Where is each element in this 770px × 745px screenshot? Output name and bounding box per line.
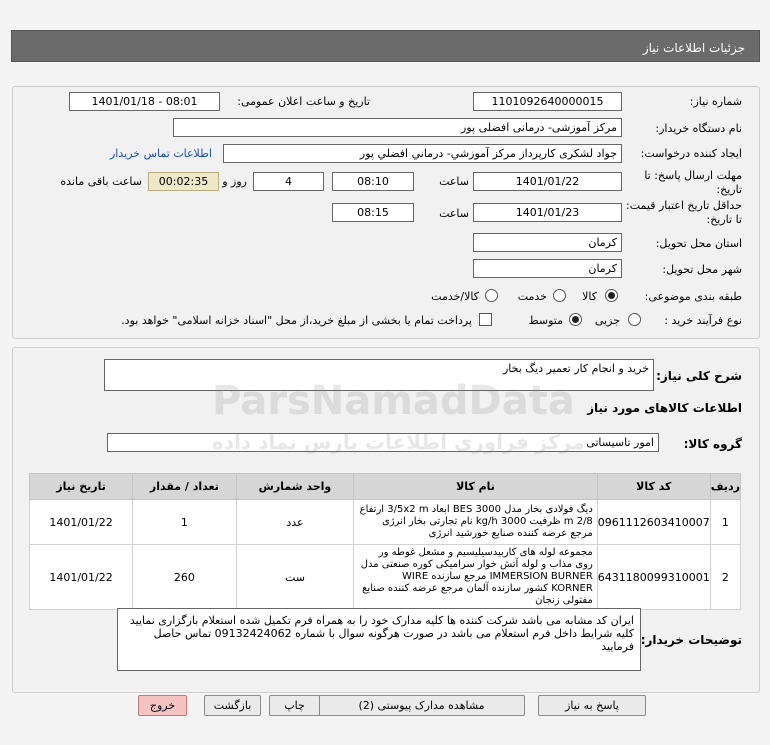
- province-label: استان محل تحویل:: [655, 237, 742, 250]
- reply-button[interactable]: پاسخ به نیاز: [538, 695, 646, 716]
- col-header-unit: واحد شمارش: [236, 474, 354, 500]
- remaining-time: 00:02:35: [148, 172, 219, 191]
- days-label: روز و: [222, 175, 247, 188]
- treasury-checkbox[interactable]: [479, 313, 492, 326]
- col-header-row: ردیف: [710, 474, 740, 500]
- buyer-org-field: مرکز آموزشی- درمانی افضلی پور: [173, 118, 622, 137]
- col-header-code: کد کالا: [597, 474, 710, 500]
- cell-unit: عدد: [236, 500, 354, 545]
- deadline-time-label: ساعت: [439, 175, 469, 188]
- buyer-org-label: نام دستگاه خریدار:: [655, 122, 742, 135]
- need-number-label: شماره نیاز:: [689, 95, 742, 108]
- col-header-date: تاریخ نیاز: [30, 474, 133, 500]
- payment-note: پرداخت تمام یا بخشی از مبلغ خرید،از محل "اسناد خزانه اسلامی" خواهد بود.: [121, 314, 472, 327]
- process-radio-minor[interactable]: [628, 313, 641, 326]
- buyer-notes-field: ایران کد مشابه می باشد شرکت کننده ها کلیه مدارک خود را به همراه فرم تکمیل شده استعلام بارگزاری نمایید کلیه شرایط داخل فرم استعلام می باشد در صورت هرگونه سوال با شماره 09132424062 تماس حاصل فرمایید: [117, 608, 641, 671]
- deadline-time-field: 08:10: [332, 172, 414, 191]
- process-option-minor: جزیی: [594, 314, 620, 327]
- need-number-field: 1101092640000015: [473, 92, 622, 111]
- process-option-medium: متوسط: [528, 314, 563, 327]
- col-header-qty: تعداد / مقدار: [133, 474, 237, 500]
- back-button[interactable]: بازگشت: [204, 695, 261, 716]
- buyer-notes-label: توضیحات خریدار:: [640, 633, 742, 647]
- cell-row: 2: [710, 545, 740, 610]
- table-row: [30, 500, 741, 545]
- print-button[interactable]: چاپ: [269, 695, 320, 716]
- validity-time-field: 08:15: [332, 203, 414, 222]
- category-option-both: کالا/خدمت: [431, 290, 479, 303]
- cell-unit: ست: [236, 545, 354, 610]
- deadline-date-field: 1401/01/22: [473, 172, 622, 191]
- cell-date: 1401/01/22: [30, 500, 133, 545]
- col-header-name: نام کالا: [354, 474, 598, 500]
- goods-group-label: گروه کالا:: [683, 437, 742, 451]
- buyer-contact-link[interactable]: اطلاعات تماس خریدار: [110, 147, 212, 160]
- validity-label: حداقل تاریخ اعتبار قیمت: تا تاریخ:: [626, 199, 742, 226]
- goods-group-field: امور تاسیساتی: [107, 433, 659, 452]
- validity-date-field: 1401/01/23: [473, 203, 622, 222]
- announce-label: تاریخ و ساعت اعلان عمومی:: [237, 95, 370, 108]
- cell-name: مجموعه لوله های کاربیدسیلیسیم و مشعل غوطه ور روی مذاب و لوله آتش خوار سرامیکی کوره صنعتی مدل IMMERSION BURNER مرجع سازنده WIRE KORNER کشور سازنده آلمان مرجع عرضه کننده صنایع مفتولی زنجان: [354, 545, 598, 610]
- cell-code: 6431180099310001: [597, 545, 710, 610]
- goods-info-title: اطلاعات کالاهای مورد نیاز: [587, 401, 742, 415]
- general-desc-field: خرید و انجام کار تعمیر دیگ بخار: [104, 359, 654, 391]
- category-radio-goods[interactable]: [605, 289, 618, 302]
- table-header-row: [30, 474, 741, 500]
- requester-label: ایجاد کننده درخواست:: [640, 147, 742, 160]
- page-title: جزئیات اطلاعات نیاز: [642, 41, 745, 55]
- view-attachments-button[interactable]: مشاهده مدارک پیوستی (2): [318, 695, 525, 716]
- page-header: [11, 30, 760, 62]
- category-option-goods: کالا: [582, 290, 597, 303]
- cell-row: 1: [710, 500, 740, 545]
- items-table: [29, 473, 741, 610]
- province-field: کرمان: [473, 233, 622, 252]
- cell-qty: 1: [133, 500, 237, 545]
- announce-field: 1401/01/18 - 08:01: [69, 92, 220, 111]
- table-row: [30, 545, 741, 610]
- remaining-label: ساعت باقی مانده: [60, 175, 142, 188]
- exit-button[interactable]: خروج: [138, 695, 187, 716]
- cell-date: 1401/01/22: [30, 545, 133, 610]
- cell-qty: 260: [133, 545, 237, 610]
- category-option-service: خدمت: [517, 290, 547, 303]
- category-label: طبقه بندی موضوعی:: [644, 290, 742, 303]
- category-radio-both[interactable]: [485, 289, 498, 302]
- city-label: شهر محل تحویل:: [662, 263, 742, 276]
- days-field: 4: [253, 172, 324, 191]
- city-field: کرمان: [473, 259, 622, 278]
- requester-field: جواد لشکری کارپرداز مرکز آموزشي- درماني افضلي پور: [223, 144, 622, 163]
- category-radio-service[interactable]: [553, 289, 566, 302]
- cell-code: 0961112603410007: [597, 500, 710, 545]
- process-label: نوع فرآیند خرید :: [664, 314, 742, 327]
- process-radio-medium[interactable]: [569, 313, 582, 326]
- general-desc-label: شرح کلی نیاز:: [656, 369, 742, 383]
- validity-time-label: ساعت: [439, 207, 469, 220]
- cell-name: دیگ فولادی بخار مدل BES 3000 ابعاد 3/5x2 m ارتفاع 2/8 m ظرفیت 3000 kg/h نام تجارتی بخار انرژی مرجع عرضه کننده صنایع خورشید انرژی: [354, 500, 598, 545]
- deadline-label: مهلت ارسال پاسخ: تا تاریخ:: [644, 169, 742, 196]
